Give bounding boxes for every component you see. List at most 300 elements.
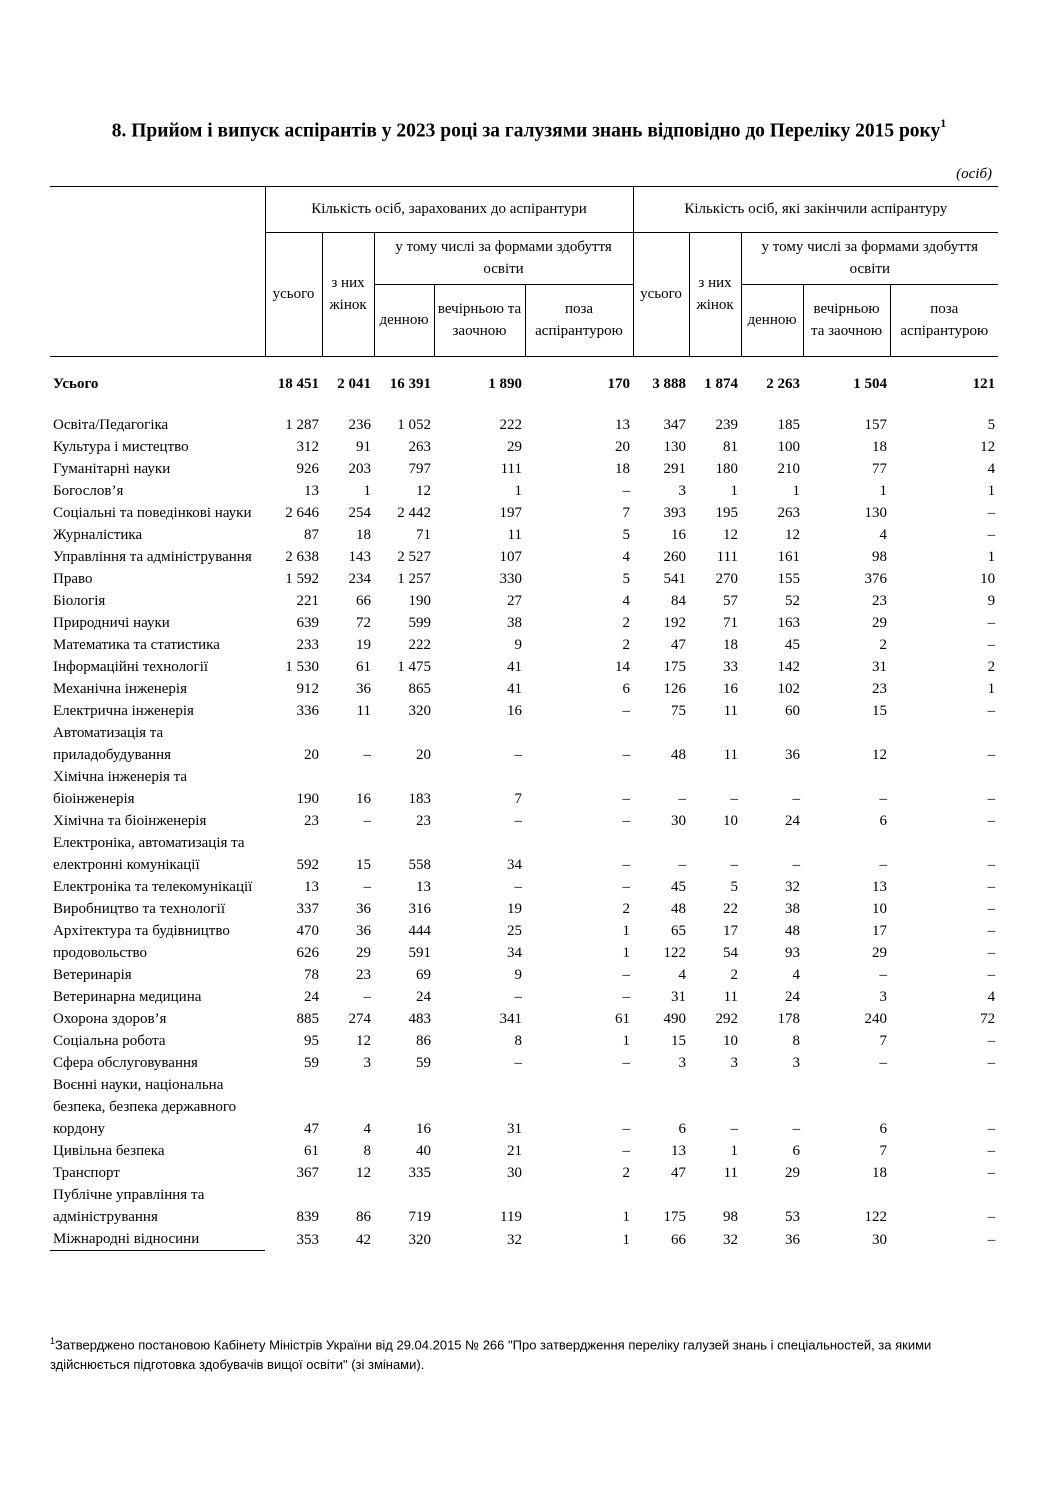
cell-value: 163 bbox=[777, 615, 801, 631]
cell-value: 926 bbox=[296, 461, 319, 477]
cell-value: 93 bbox=[785, 945, 801, 961]
cell-value: 121 bbox=[972, 376, 996, 392]
cell-value: 10 bbox=[723, 1033, 739, 1049]
row-label: продовольство bbox=[53, 945, 148, 961]
row-label: Хімічна та біоінженерія bbox=[53, 813, 207, 829]
cell-value: – bbox=[514, 879, 522, 895]
statistics-table bbox=[50, 186, 998, 1251]
cell-value: 236 bbox=[348, 417, 371, 433]
table-row bbox=[50, 876, 998, 898]
cell-value: 393 bbox=[663, 505, 687, 521]
cell-value: – bbox=[622, 483, 631, 499]
row-label: Сфера обслуговування bbox=[53, 1055, 198, 1071]
cell-value: 18 bbox=[356, 527, 371, 543]
cell-value: 48 bbox=[671, 901, 687, 917]
row-label: Механічна інженерія bbox=[53, 681, 188, 697]
table-row bbox=[50, 942, 998, 964]
cell-value: 20 bbox=[615, 439, 631, 455]
cell-value: 86 bbox=[416, 1033, 431, 1049]
cell-value: 15 bbox=[356, 857, 371, 873]
cell-value: 91 bbox=[356, 439, 371, 455]
cell-value: – bbox=[987, 1055, 996, 1071]
cell-value: 71 bbox=[416, 527, 431, 543]
cell-value: 6 bbox=[678, 1121, 687, 1137]
cell-value: – bbox=[987, 923, 996, 939]
cell-value: 320 bbox=[408, 703, 431, 719]
cell-value: 839 bbox=[296, 1209, 319, 1225]
cell-value: 1 bbox=[622, 1209, 631, 1225]
cell-value: – bbox=[792, 857, 801, 873]
cell-value: – bbox=[987, 945, 996, 961]
cell-value: 31 bbox=[507, 1121, 522, 1137]
table-row bbox=[50, 612, 998, 634]
cell-value: 20 bbox=[416, 747, 431, 763]
cell-value: 13 bbox=[872, 879, 888, 895]
cell-value: 6 bbox=[792, 1143, 801, 1159]
row-label: Міжнародні відносини bbox=[50, 1228, 265, 1251]
cell-value: 912 bbox=[296, 681, 319, 697]
cell-value: 4 bbox=[987, 989, 996, 1005]
table-row bbox=[50, 458, 998, 480]
header-enrolled-outside: поза аспірантурою bbox=[525, 285, 633, 357]
cell-value: 48 bbox=[785, 923, 801, 939]
header-graduated-women: з них жінок bbox=[689, 233, 741, 357]
cell-value: 4 bbox=[879, 527, 888, 543]
table-row bbox=[50, 722, 998, 766]
cell-value: 4 bbox=[622, 549, 631, 565]
cell-value: 8 bbox=[514, 1033, 522, 1049]
cell-value: 3 bbox=[678, 483, 687, 499]
cell-value: 4 bbox=[622, 593, 631, 609]
cell-value: 175 bbox=[663, 659, 687, 675]
cell-value: 45 bbox=[785, 637, 801, 653]
cell-value: 16 bbox=[723, 681, 739, 697]
cell-value: 47 bbox=[671, 1165, 687, 1181]
cell-value: 84 bbox=[671, 593, 687, 609]
cell-value: 1 287 bbox=[285, 417, 319, 433]
cell-value: 1 874 bbox=[704, 376, 739, 392]
row-label: Електроніка та телекомунікації bbox=[53, 879, 253, 895]
cell-value: 60 bbox=[785, 703, 801, 719]
cell-value: 185 bbox=[777, 417, 801, 433]
cell-value: 95 bbox=[304, 1033, 319, 1049]
cell-value: 16 391 bbox=[389, 376, 431, 392]
cell-value: 234 bbox=[348, 571, 371, 587]
cell-value: – bbox=[363, 747, 371, 763]
cell-value: – bbox=[792, 791, 801, 807]
cell-value: 75 bbox=[671, 703, 687, 719]
cell-value: 48 bbox=[671, 747, 687, 763]
cell-value: 102 bbox=[777, 681, 801, 697]
cell-value: 14 bbox=[615, 659, 631, 675]
cell-value: 7 bbox=[879, 1143, 888, 1159]
cell-value: 1 bbox=[622, 945, 631, 961]
cell-value: – bbox=[514, 813, 522, 829]
cell-value: 33 bbox=[723, 659, 739, 675]
cell-value: – bbox=[987, 747, 996, 763]
cell-value: 1 592 bbox=[285, 571, 319, 587]
cell-value: 107 bbox=[499, 549, 522, 565]
cell-value: – bbox=[622, 1055, 631, 1071]
cell-value: 23 bbox=[304, 813, 319, 829]
header-graduated-total: усього bbox=[633, 233, 689, 357]
cell-value: – bbox=[987, 505, 996, 521]
row-label: Природничі науки bbox=[53, 615, 170, 631]
cell-value: 111 bbox=[716, 549, 739, 565]
cell-value: 81 bbox=[723, 439, 739, 455]
cell-value: – bbox=[622, 791, 631, 807]
cell-value: 87 bbox=[304, 527, 319, 543]
cell-value: – bbox=[622, 703, 631, 719]
header-graduated-incl: у тому числі за формами здобуття освіти bbox=[741, 233, 998, 285]
cell-value: – bbox=[879, 967, 888, 983]
cell-value: 1 bbox=[363, 483, 371, 499]
header-enrolled-women: з них жінок bbox=[322, 233, 374, 357]
cell-value: 15 bbox=[872, 703, 888, 719]
cell-value: 233 bbox=[296, 637, 319, 653]
cell-value: 2 bbox=[622, 637, 631, 653]
cell-value: – bbox=[363, 989, 371, 1005]
cell-value: 2 bbox=[622, 901, 631, 917]
cell-value: 376 bbox=[864, 571, 888, 587]
cell-value: 19 bbox=[356, 637, 371, 653]
cell-value: – bbox=[730, 791, 739, 807]
cell-value: 1 530 bbox=[285, 659, 319, 675]
cell-value: 32 bbox=[723, 1231, 739, 1248]
cell-value: 36 bbox=[785, 1231, 801, 1248]
row-label: Соціальна робота bbox=[53, 1033, 166, 1049]
row-label: Інформаційні технології bbox=[53, 659, 209, 675]
table-row bbox=[50, 414, 998, 436]
cell-value: 98 bbox=[872, 549, 888, 565]
cell-value: 203 bbox=[348, 461, 371, 477]
cell-value: – bbox=[987, 527, 996, 543]
cell-value: 797 bbox=[408, 461, 431, 477]
cell-value: 23 bbox=[872, 681, 888, 697]
cell-value: 1 bbox=[622, 923, 631, 939]
cell-value: – bbox=[622, 857, 631, 873]
cell-value: – bbox=[622, 989, 631, 1005]
cell-value: 239 bbox=[715, 417, 739, 433]
cell-value: 240 bbox=[864, 1011, 888, 1027]
cell-value: 335 bbox=[408, 1165, 431, 1181]
header-enrolled-incl: у тому числі за формами здобуття освіти bbox=[374, 233, 633, 285]
cell-value: 122 bbox=[663, 945, 687, 961]
cell-value: – bbox=[987, 857, 996, 873]
table-row bbox=[50, 590, 998, 612]
cell-value: 312 bbox=[296, 439, 319, 455]
cell-value: 4 bbox=[987, 461, 996, 477]
cell-value: 5 bbox=[987, 417, 996, 433]
header-graduated: Кількість осіб, які закінчили аспірантуру bbox=[633, 187, 998, 233]
cell-value: – bbox=[879, 791, 888, 807]
cell-value: – bbox=[363, 879, 371, 895]
cell-value: 122 bbox=[864, 1209, 888, 1225]
cell-value: 29 bbox=[872, 615, 888, 631]
cell-value: 32 bbox=[785, 879, 801, 895]
cell-value: 170 bbox=[607, 376, 631, 392]
table-row bbox=[50, 546, 998, 568]
table-row bbox=[50, 1140, 998, 1162]
row-label: Ветеринарна медицина bbox=[53, 989, 202, 1005]
cell-value: 1 257 bbox=[397, 571, 431, 587]
cell-value: 11 bbox=[356, 703, 371, 719]
cell-value: 7 bbox=[622, 505, 631, 521]
cell-value: – bbox=[987, 1165, 996, 1181]
cell-value: 36 bbox=[356, 923, 371, 939]
cell-value: 470 bbox=[296, 923, 319, 939]
cell-value: 119 bbox=[500, 1209, 522, 1225]
cell-value: 263 bbox=[777, 505, 801, 521]
cell-value: 367 bbox=[296, 1165, 319, 1181]
row-label: Біологія bbox=[53, 593, 106, 609]
cell-value: 13 bbox=[304, 879, 319, 895]
row-label: Транспорт bbox=[53, 1165, 120, 1181]
cell-value: – bbox=[363, 813, 371, 829]
cell-value: 130 bbox=[864, 505, 888, 521]
cell-value: 6 bbox=[622, 681, 631, 697]
cell-value: 20 bbox=[304, 747, 319, 763]
cell-value: 8 bbox=[792, 1033, 801, 1049]
cell-value: 1 052 bbox=[397, 417, 431, 433]
cell-value: 9 bbox=[514, 967, 522, 983]
cell-value: 7 bbox=[879, 1033, 888, 1049]
cell-value: 190 bbox=[296, 791, 319, 807]
cell-value: 1 890 bbox=[488, 376, 522, 392]
cell-value: – bbox=[730, 1121, 739, 1137]
cell-value: 65 bbox=[671, 923, 687, 939]
cell-value: 12 bbox=[356, 1033, 371, 1049]
cell-value: 11 bbox=[723, 747, 739, 763]
cell-value: 254 bbox=[348, 505, 371, 521]
row-label: Журналістика bbox=[53, 527, 143, 543]
cell-value: 190 bbox=[408, 593, 431, 609]
cell-value: 11 bbox=[723, 703, 739, 719]
cell-value: 24 bbox=[785, 989, 801, 1005]
cell-value: 25 bbox=[507, 923, 522, 939]
cell-value: 12 bbox=[980, 439, 996, 455]
cell-value: 9 bbox=[514, 637, 522, 653]
cell-value: 1 bbox=[730, 1143, 739, 1159]
row-label: Богослов’я bbox=[53, 483, 124, 499]
cell-value: 260 bbox=[663, 549, 687, 565]
title-text: 8. Прийом і випуск аспірантів у 2023 році за галузями знань відповідно до Переліку 2015 року bbox=[111, 120, 941, 142]
cell-value: – bbox=[622, 747, 631, 763]
cell-value: 9 bbox=[987, 593, 996, 609]
cell-value: 16 bbox=[507, 703, 522, 719]
cell-value: 197 bbox=[499, 505, 522, 521]
cell-value: 444 bbox=[408, 923, 431, 939]
cell-value: 3 bbox=[879, 989, 888, 1005]
cell-value: 599 bbox=[408, 615, 431, 631]
cell-value: 558 bbox=[408, 857, 431, 873]
row-label: Виробництво та технології bbox=[53, 901, 225, 917]
cell-value: 2 bbox=[987, 659, 996, 675]
row-label: Культура і мистецтво bbox=[53, 439, 189, 455]
cell-value: 66 bbox=[356, 593, 371, 609]
cell-value: 31 bbox=[671, 989, 687, 1005]
cell-value: 274 bbox=[348, 1011, 371, 1027]
cell-value: – bbox=[987, 703, 996, 719]
row-label: Електрична інженерія bbox=[53, 703, 194, 719]
table-row bbox=[50, 568, 998, 590]
cell-value: 2 527 bbox=[397, 549, 431, 565]
row-label: Публічне управління та адміністрування bbox=[53, 1187, 205, 1225]
cell-value: 77 bbox=[872, 461, 888, 477]
cell-value: 18 bbox=[872, 1165, 888, 1181]
cell-value: – bbox=[622, 1121, 631, 1137]
row-label: Архітектура та будівництво bbox=[53, 923, 230, 939]
cell-value: – bbox=[987, 1231, 996, 1248]
cell-value: 30 bbox=[507, 1165, 522, 1181]
cell-value: 353 bbox=[296, 1231, 319, 1248]
table-row bbox=[50, 766, 998, 810]
cell-value: 98 bbox=[723, 1209, 739, 1225]
table-row bbox=[50, 986, 998, 1008]
cell-value: 12 bbox=[785, 527, 801, 543]
cell-value: 61 bbox=[615, 1011, 631, 1027]
cell-value: 18 bbox=[872, 439, 888, 455]
cell-value: – bbox=[622, 1143, 631, 1159]
cell-value: 270 bbox=[715, 571, 739, 587]
cell-value: 10 bbox=[872, 901, 888, 917]
cell-value: 1 bbox=[622, 1033, 631, 1049]
row-label: Освіта/Педагогіка bbox=[53, 417, 169, 433]
cell-value: 32 bbox=[507, 1231, 522, 1248]
cell-value: 24 bbox=[785, 813, 801, 829]
cell-value: 12 bbox=[356, 1165, 371, 1181]
cell-value: 19 bbox=[507, 901, 522, 917]
table-row bbox=[50, 700, 998, 722]
cell-value: 1 bbox=[792, 483, 801, 499]
cell-value: 29 bbox=[356, 945, 371, 961]
cell-value: – bbox=[987, 615, 996, 631]
cell-value: 45 bbox=[671, 879, 687, 895]
table-body bbox=[50, 357, 998, 1251]
cell-value: 69 bbox=[416, 967, 431, 983]
table-row bbox=[50, 832, 998, 876]
footnote-mark: 1 bbox=[50, 1336, 56, 1346]
cell-value: 175 bbox=[663, 1209, 687, 1225]
cell-value: 130 bbox=[663, 439, 687, 455]
cell-value: – bbox=[678, 791, 687, 807]
cell-value: – bbox=[514, 1055, 522, 1071]
cell-value: 222 bbox=[499, 417, 522, 433]
cell-value: 59 bbox=[304, 1055, 319, 1071]
cell-value: 71 bbox=[723, 615, 739, 631]
row-label: Ветеринарія bbox=[53, 967, 132, 983]
cell-value: 36 bbox=[356, 681, 371, 697]
cell-value: 72 bbox=[356, 615, 371, 631]
cell-value: 18 451 bbox=[277, 376, 319, 392]
cell-value: 3 bbox=[730, 1055, 739, 1071]
table-row bbox=[50, 678, 998, 700]
page-title bbox=[0, 118, 1058, 143]
table-row bbox=[50, 1162, 998, 1184]
cell-value: 66 bbox=[671, 1231, 687, 1248]
cell-value: 490 bbox=[663, 1011, 687, 1027]
cell-value: 8 bbox=[363, 1143, 371, 1159]
cell-value: 11 bbox=[723, 989, 739, 1005]
header-graduated-outside: поза аспірантурою bbox=[890, 285, 998, 357]
cell-value: 41 bbox=[507, 681, 522, 697]
row-label: Воєнні науки, національна безпека, безпека державного кордону bbox=[53, 1077, 237, 1137]
cell-value: – bbox=[987, 791, 996, 807]
title-footnote-mark: 1 bbox=[940, 116, 947, 130]
cell-value: 639 bbox=[296, 615, 319, 631]
cell-value: 86 bbox=[356, 1209, 371, 1225]
cell-value: 865 bbox=[408, 681, 431, 697]
cell-value: 38 bbox=[507, 615, 522, 631]
cell-value: 1 504 bbox=[853, 376, 888, 392]
cell-value: 5 bbox=[622, 571, 631, 587]
cell-value: 34 bbox=[507, 945, 522, 961]
cell-value: 23 bbox=[416, 813, 431, 829]
cell-value: – bbox=[792, 1121, 801, 1137]
cell-value: 38 bbox=[785, 901, 801, 917]
cell-value: 29 bbox=[507, 439, 522, 455]
cell-value: 2 bbox=[622, 1165, 631, 1181]
cell-value: 3 888 bbox=[652, 376, 687, 392]
table-row bbox=[50, 1052, 998, 1074]
cell-value: 53 bbox=[785, 1209, 801, 1225]
cell-value: 347 bbox=[663, 417, 687, 433]
cell-value: 16 bbox=[356, 791, 371, 807]
cell-value: 10 bbox=[723, 813, 739, 829]
cell-value: 12 bbox=[872, 747, 888, 763]
header-graduated-daytime: денною bbox=[741, 285, 803, 357]
table-header bbox=[50, 187, 998, 357]
cell-value: 483 bbox=[408, 1011, 431, 1027]
cell-value: – bbox=[987, 1121, 996, 1137]
cell-value: – bbox=[987, 879, 996, 895]
table-row bbox=[50, 898, 998, 920]
row-label: Математика та статистика bbox=[53, 637, 220, 653]
cell-value: 41 bbox=[507, 659, 522, 675]
header-empty bbox=[50, 187, 265, 357]
cell-value: 30 bbox=[872, 1231, 888, 1248]
row-label: Соціальні та поведінкові науки bbox=[53, 505, 252, 521]
cell-value: 23 bbox=[872, 593, 888, 609]
table-row bbox=[50, 480, 998, 502]
cell-value: 13 bbox=[671, 1143, 687, 1159]
table-row bbox=[50, 656, 998, 678]
cell-value: 36 bbox=[356, 901, 371, 917]
row-label: Усього bbox=[53, 376, 99, 392]
cell-value: 157 bbox=[864, 417, 888, 433]
cell-value: 57 bbox=[723, 593, 739, 609]
table-row bbox=[50, 1030, 998, 1052]
table-row bbox=[50, 964, 998, 986]
cell-value: – bbox=[987, 901, 996, 917]
cell-value: 13 bbox=[416, 879, 431, 895]
cell-value: 61 bbox=[304, 1143, 319, 1159]
header-enrolled: Кількість осіб, зарахованих до аспірантури bbox=[265, 187, 633, 233]
cell-value: – bbox=[987, 813, 996, 829]
cell-value: 316 bbox=[408, 901, 431, 917]
cell-value: 61 bbox=[356, 659, 371, 675]
cell-value: 210 bbox=[777, 461, 801, 477]
cell-value: – bbox=[987, 1143, 996, 1159]
header-enrolled-total: усього bbox=[265, 233, 322, 357]
cell-value: 111 bbox=[500, 461, 522, 477]
header-enrolled-evening: вечірньою та заочною bbox=[434, 285, 525, 357]
cell-value: – bbox=[622, 813, 631, 829]
cell-value: 11 bbox=[723, 1165, 739, 1181]
cell-value: 16 bbox=[671, 527, 687, 543]
cell-value: 23 bbox=[356, 967, 371, 983]
cell-value: 2 bbox=[622, 615, 631, 631]
